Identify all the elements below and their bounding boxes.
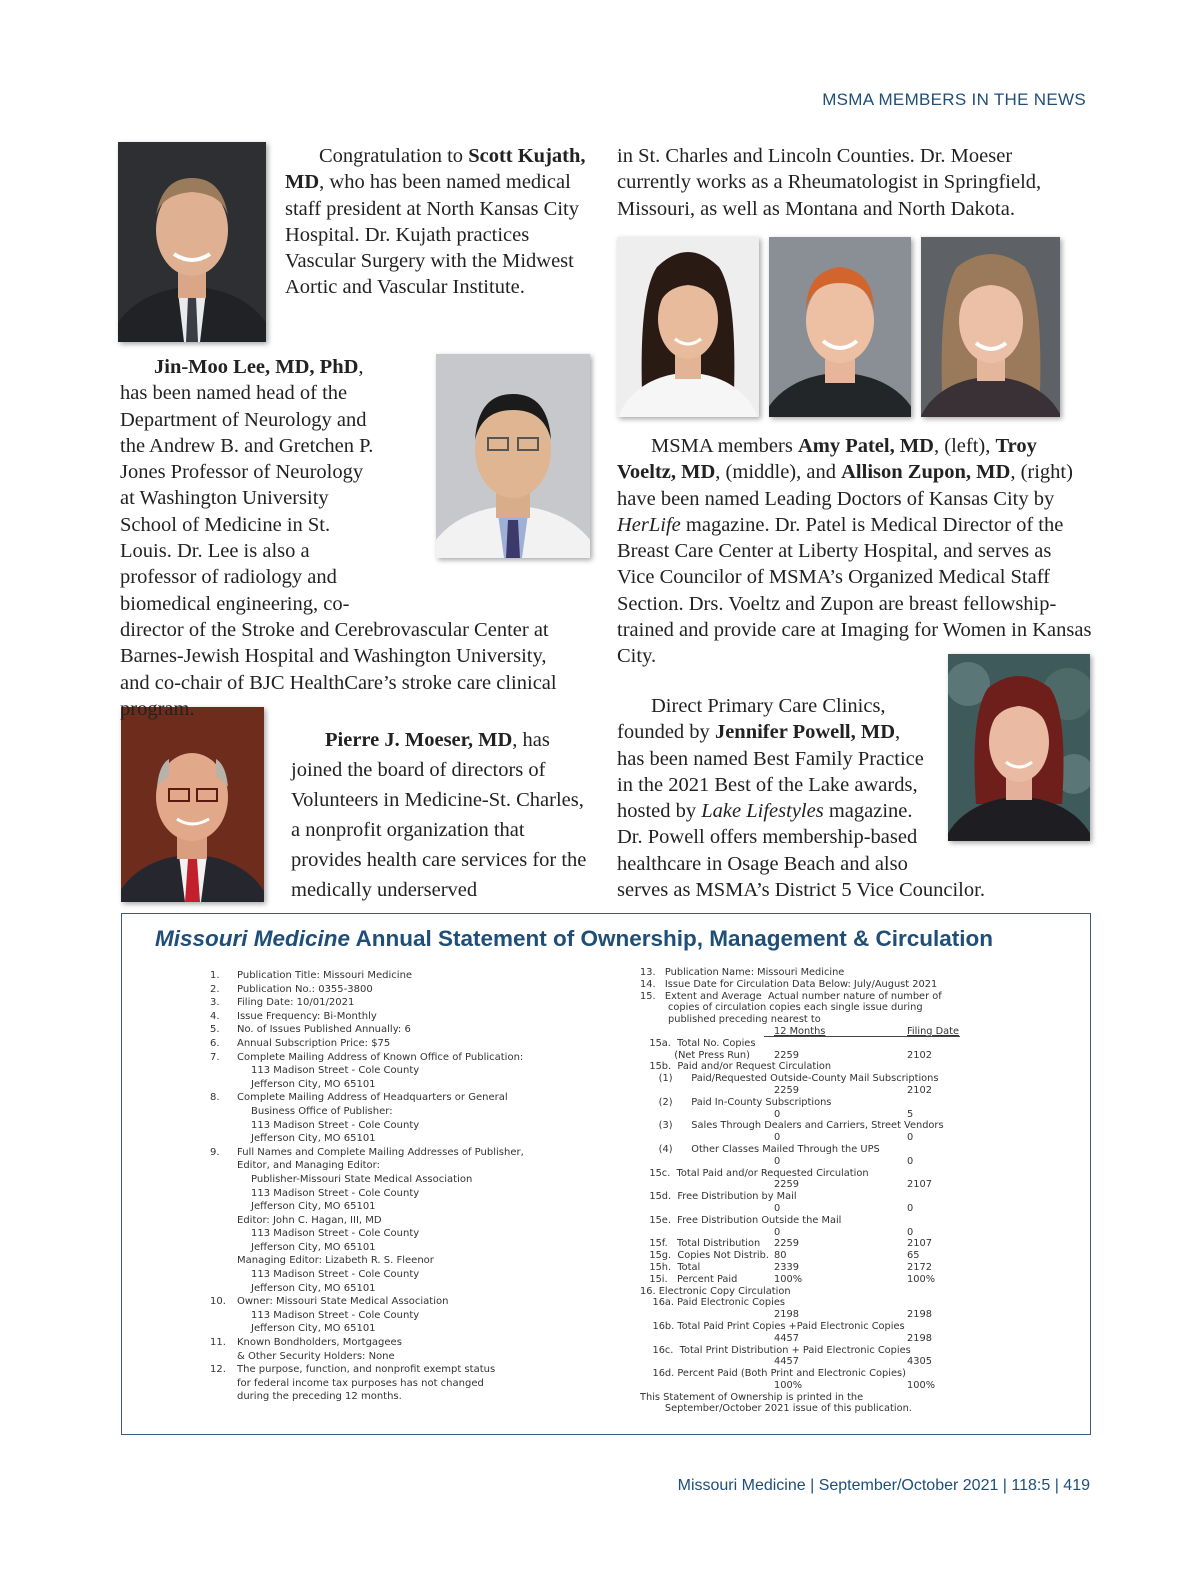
statement-circulation-row	[640, 1214, 1060, 1226]
circulation-filing-date-value: 4305	[907, 1356, 932, 1368]
statement-circulation-row	[640, 1379, 1060, 1391]
statement-circulation-row	[640, 1296, 1060, 1308]
article-powell: Direct Primary Care Clinics, founded by Jennifer Powell, MD, has been named Best Family Practice in the 2021 Best of the Lake awards, hosted by Lake Lifestyles magazine. Dr. Powell offers membership-based healthcare in Osage Beach and also serves as MSMA’s District 5 Vice Councilor.	[617, 695, 985, 902]
circulation-filing-date-value: 2198	[907, 1309, 932, 1321]
article-leading-doctors: MSMA members Amy Patel, MD, (left), Troy Voeltz, MD, (middle), and Allison Zupon, MD, (right) have been named Leading Doctors of Kansas City by HerLife magazine. Dr. Patel is Medical Director of the Breast Care Center at Liberty Hospital, and serves as Vice Councilor of MSMA’s Organized Medical Staff Section. Drs. Voeltz and Zupon are breast fellowship-trained and provide care at Imaging for Women in Kansas City.	[617, 435, 1092, 668]
statement-item-number: 1.	[210, 970, 220, 981]
circulation-12-months-value: 2198	[774, 1309, 799, 1321]
statement-item	[210, 1214, 610, 1228]
statement-item-text: Managing Editor: Lizabeth R. S. Fleenor	[237, 1255, 434, 1267]
circulation-label: copies of circulation copies each single issue during	[640, 1002, 923, 1014]
statement-item	[210, 1051, 610, 1065]
statement-item	[210, 1119, 610, 1133]
statement-circulation-row	[640, 1119, 1060, 1131]
statement-item	[210, 1363, 610, 1377]
statement-item-number: 5.	[210, 1024, 220, 1036]
statement-item-text: Known Bondholders, Mortgagees	[237, 1337, 402, 1349]
statement-item-subtext: 113 Madison Street - Cole County	[251, 1065, 420, 1077]
name-scott-kujath: Scott Kujath, MD	[285, 145, 586, 194]
statement-circulation-row	[640, 1155, 1060, 1167]
statement-item-text: The purpose, function, and nonprofit exempt status	[237, 1364, 496, 1376]
statement-item-subtext: 113 Madison Street - Cole County	[251, 1119, 420, 1131]
statement-circulation-row	[640, 1355, 1060, 1367]
circulation-12-months-value: 4457	[774, 1332, 799, 1344]
circulation-12-months-value: 2259	[774, 1084, 799, 1096]
statement-circulation-row	[640, 1025, 1060, 1037]
statement-item-text: Editor: John C. Hagan, III, MD	[237, 1214, 382, 1226]
circulation-filing-date-value: 0	[907, 1226, 914, 1238]
circulation-label: 16b. Total Paid Print Copies +Paid Electronic Copies	[640, 1320, 905, 1332]
circulation-filing-date-value: 2172	[907, 1261, 932, 1273]
circulation-label: 15a. Total No. Copies	[640, 1037, 756, 1049]
statement-item	[210, 969, 610, 983]
circulation-label: 15g. Copies Not Distrib.	[640, 1250, 769, 1262]
statement-item	[210, 1037, 610, 1051]
circulation-filing-date-value: 2198	[907, 1332, 932, 1344]
statement-item-text: Complete Mailing Address of Headquarters or General	[237, 1092, 508, 1104]
statement-item-text: Owner: Missouri State Medical Association	[237, 1296, 449, 1308]
statement-circulation-row	[640, 1202, 1060, 1214]
statement-circulation-row	[640, 1037, 1060, 1049]
statement-item	[210, 1282, 610, 1296]
statement-right-column	[640, 966, 1060, 1414]
statement-circulation-row	[640, 1084, 1060, 1096]
statement-circulation-row	[640, 1226, 1060, 1238]
section-header: MSMA MEMBERS IN THE NEWS	[822, 90, 1086, 109]
name-troy-voeltz: Troy Voeltz, MD	[617, 435, 1037, 484]
statement-item-text: & Other Security Holders: None	[237, 1350, 395, 1362]
magazine-lake-lifestyles: Lake Lifestyles	[701, 800, 824, 823]
statement-item	[210, 1390, 610, 1404]
statement-item	[210, 1064, 610, 1078]
statement-item	[210, 1268, 610, 1282]
circulation-label: 15b. Paid and/or Request Circulation	[640, 1061, 832, 1073]
name-jennifer-powell: Jennifer Powell, MD	[714, 721, 896, 744]
name-amy-patel: Amy Patel, MD	[797, 435, 934, 457]
statement-item-number: 9.	[210, 1146, 220, 1158]
statement-circulation-row	[640, 1344, 1060, 1356]
statement-item-subtext: 113 Madison Street - Cole County	[251, 1309, 420, 1321]
statement-item-number: 3.	[210, 997, 220, 1009]
circulation-filing-date-value: 0	[907, 1202, 914, 1214]
statement-circulation-row	[640, 1285, 1060, 1297]
article-lee: Jin-Moo Lee, MD, PhD, has been named head of the Department of Neurology and the Andrew B. and Gretchen P. Jones Professor of Neurology at Washington University School of Medicine in St. Louis. Dr. Lee is also a professor of radiology and biomedical engineering, co-director of the Stroke and Cerebrovascular Center at Barnes-Jewish Hospital and Washington University, and co-chair of BJC HealthCare’s stroke care clinical program.	[120, 356, 557, 720]
statement-circulation-row	[640, 1249, 1060, 1261]
statement-circulation-row	[640, 1308, 1060, 1320]
statement-circulation-row	[640, 1096, 1060, 1108]
statement-item-subtext: Jefferson City, MO 65101	[251, 1323, 376, 1335]
statement-item-text: Publication No.: 0355-3800	[237, 983, 373, 995]
statement-circulation-row	[640, 1167, 1060, 1179]
statement-circulation-row	[640, 1320, 1060, 1332]
circulation-label: 16d. Percent Paid (Both Print and Electronic Copies)	[640, 1368, 906, 1380]
statement-item-text: Annual Subscription Price: $75	[237, 1037, 391, 1049]
circulation-label: 13. Publication Name: Missouri Medicine	[640, 967, 845, 978]
circulation-label: (Net Press Run)	[640, 1049, 750, 1061]
statement-item-subtext: 113 Madison Street - Cole County	[251, 1228, 420, 1240]
photo-pierre-moeser	[121, 707, 264, 902]
statement-circulation-row	[640, 1332, 1060, 1344]
circulation-filing-date-value: 0	[907, 1155, 914, 1167]
circulation-12-months-value: 4457	[774, 1356, 799, 1368]
circulation-12-months-value: 0	[774, 1226, 781, 1238]
statement-circulation-row	[640, 1178, 1060, 1190]
statement-item-text: Publication Title: Missouri Medicine	[237, 970, 413, 981]
statement-circulation-row	[640, 1273, 1060, 1285]
circulation-label: September/October 2021 issue of this publication.	[640, 1403, 912, 1415]
photo-troy-voeltz	[769, 237, 911, 417]
photo-amy-patel	[617, 237, 759, 417]
statement-item-subtext: Jefferson City, MO 65101	[251, 1078, 376, 1090]
circulation-filing-date-value: 0	[907, 1132, 914, 1144]
statement-item-subtext: 113 Madison Street - Cole County	[251, 1269, 420, 1281]
statement-item	[210, 1159, 610, 1173]
circulation-label: 15e. Free Distribution Outside the Mail	[640, 1214, 842, 1226]
statement-item	[210, 1091, 610, 1105]
statement-item-number: 11.	[210, 1337, 226, 1349]
statement-item	[210, 1227, 610, 1241]
photo-scott-kujath	[118, 142, 266, 342]
circulation-label: 16a. Paid Electronic Copies	[640, 1297, 785, 1309]
circulation-12-months-value: 80	[774, 1250, 787, 1262]
statement-item-subtext: Business Office of Publisher:	[251, 1105, 393, 1117]
statement-item	[210, 1254, 610, 1268]
statement-item	[210, 1200, 610, 1214]
article-kujath: Congratulation to Scott Kujath, MD, who has been named medical staff president at North Kansas City Hospital. Dr. Kujath practices Vascular Surgery with the Midwest Aortic and Vascular Institute.	[285, 145, 586, 299]
circulation-12-months-value: 2259	[774, 1049, 799, 1061]
circulation-label: 15d. Free Distribution by Mail	[640, 1191, 797, 1203]
statement-circulation-row	[640, 1391, 1060, 1403]
statement-item-subtext: 113 Madison Street - Cole County	[251, 1187, 420, 1199]
circulation-label: 16. Electronic Copy Circulation	[640, 1285, 791, 1297]
statement-item-number: 7.	[210, 1051, 220, 1063]
statement-circulation-row	[640, 966, 1060, 978]
circulation-12-months-value: 0	[774, 1155, 781, 1167]
circulation-filing-date-value: 5	[907, 1108, 914, 1120]
statement-circulation-row	[640, 1367, 1060, 1379]
circulation-label: 16c. Total Print Distribution + Paid Electronic Copies	[640, 1344, 911, 1356]
circulation-filing-date-value: 2107	[907, 1238, 932, 1250]
circulation-filing-date-value: 2107	[907, 1179, 932, 1191]
article-moeser: Pierre J. Moeser, MD, has joined the board of directors of Volunteers in Medicine-St. Charles, a nonprofit organization that provides health care services for the medically underserved	[291, 729, 587, 901]
statement-item-text: Issue Frequency: Bi-Monthly	[237, 1010, 377, 1022]
statement-item	[210, 1187, 610, 1201]
statement-circulation-row	[640, 1108, 1060, 1120]
statement-circulation-row	[640, 1261, 1060, 1273]
name-allison-zupon: Allison Zupon, MD	[841, 461, 1011, 484]
statement-item	[210, 1377, 610, 1391]
circulation-12-months-value: 2259	[774, 1238, 799, 1250]
circulation-filing-date-value: 100%	[907, 1379, 936, 1391]
statement-item-subtext: Jefferson City, MO 65101	[251, 1133, 376, 1145]
name-jin-moo-lee: Jin-Moo Lee, MD, PhD	[154, 356, 359, 378]
statement-item	[210, 1309, 610, 1323]
circulation-12-months-value: 0	[774, 1202, 781, 1214]
statement-item-subtext: Publisher-Missouri State Medical Association	[251, 1173, 473, 1185]
circulation-label: 15c. Total Paid and/or Requested Circulation	[640, 1167, 869, 1179]
circulation-label: 15. Extent and Average Actual number nature of number of	[640, 990, 942, 1002]
statement-item	[210, 1078, 610, 1092]
statement-item	[210, 1322, 610, 1336]
statement-item-text: Filing Date: 10/01/2021	[237, 997, 355, 1009]
circulation-label: (4) Other Classes Mailed Through the UPS	[640, 1143, 880, 1155]
article-moeser-continued: in St. Charles and Lincoln Counties. Dr. Moeser currently works as a Rheumatologist in Springfield, Missouri, as well as Montana and North Dakota.	[617, 145, 1042, 220]
circulation-label: 15h. Total	[640, 1261, 701, 1273]
statement-circulation-row	[640, 1060, 1060, 1072]
statement-left-column	[210, 969, 610, 1404]
statement-item-number: 12.	[210, 1364, 226, 1376]
statement-circulation-row	[640, 1049, 1060, 1061]
statement-circulation-row	[640, 1237, 1060, 1249]
statement-item-subtext: Jefferson City, MO 65101	[251, 1282, 376, 1294]
statement-circulation-row	[640, 990, 1060, 1002]
statement-item	[210, 996, 610, 1010]
statement-item-number: 2.	[210, 983, 220, 995]
circulation-12-months-value: 0	[774, 1132, 781, 1144]
statement-circulation-row	[640, 1190, 1060, 1202]
statement-item	[210, 1023, 610, 1037]
circulation-label: This Statement of Ownership is printed in the	[640, 1391, 864, 1403]
circulation-filing-date-value: 65	[907, 1250, 920, 1262]
circulation-filing-date-value: 100%	[907, 1273, 936, 1285]
statement-circulation-row	[640, 1013, 1060, 1025]
statement-item	[210, 983, 610, 997]
circulation-12-months-value: 12 Months	[774, 1025, 826, 1037]
statement-circulation-row	[640, 978, 1060, 990]
circulation-12-months-value: 0	[774, 1108, 781, 1120]
statement-item-text: No. of Issues Published Annually: 6	[237, 1024, 411, 1036]
statement-circulation-row	[640, 1402, 1060, 1414]
circulation-12-months-value: 2259	[774, 1179, 799, 1191]
circulation-12-months-value: 100%	[774, 1379, 803, 1391]
statement-item	[210, 1105, 610, 1119]
statement-item-text: Editor, and Managing Editor:	[237, 1160, 380, 1172]
statement-circulation-row	[640, 1143, 1060, 1155]
statement-circulation-row	[640, 1131, 1060, 1143]
circulation-12-months-value: 2339	[774, 1261, 799, 1273]
statement-circulation-row	[640, 1001, 1060, 1013]
circulation-12-months-value: 100%	[774, 1273, 803, 1285]
statement-item-number: 8.	[210, 1092, 220, 1104]
statement-circulation-row	[640, 1072, 1060, 1084]
statement-item-text: during the preceding 12 months.	[237, 1391, 402, 1403]
circulation-label: 15i. Percent Paid	[640, 1273, 738, 1285]
statement-item	[210, 1010, 610, 1024]
photo-allison-zupon	[921, 237, 1060, 417]
statement-item	[210, 1336, 610, 1350]
statement-item	[210, 1132, 610, 1146]
statement-item-text: Full Names and Complete Mailing Addresses of Publisher,	[237, 1146, 524, 1158]
statement-item	[210, 1350, 610, 1364]
circulation-label: 15f. Total Distribution	[640, 1238, 761, 1250]
statement-item	[210, 1241, 610, 1255]
statement-item-subtext: Jefferson City, MO 65101	[251, 1201, 376, 1213]
statement-item-text: Complete Mailing Address of Known Office of Publication:	[237, 1051, 524, 1063]
statement-item-number: 4.	[210, 1010, 220, 1022]
statement-item-subtext: Jefferson City, MO 65101	[251, 1241, 376, 1253]
statement-title: Missouri Medicine Annual Statement of Ownership, Management & Circulation	[155, 926, 994, 951]
statement-item	[210, 1173, 610, 1187]
circulation-filing-date-value: 2102	[907, 1084, 932, 1096]
statement-item-text: for federal income tax purposes has not changed	[237, 1377, 484, 1389]
statement-item	[210, 1295, 610, 1309]
name-pierre-moeser: Pierre J. Moeser, MD	[325, 729, 513, 751]
circulation-label: (1) Paid/Requested Outside-County Mail Subscriptions	[640, 1073, 939, 1085]
circulation-label: (2) Paid In-County Subscriptions	[640, 1096, 832, 1108]
circulation-label: 14. Issue Date for Circulation Data Below: July/August 2021	[640, 978, 938, 990]
statement-item-number: 6.	[210, 1037, 220, 1049]
circulation-filing-date-value: 2102	[907, 1049, 932, 1061]
statement-item-number: 10.	[210, 1296, 226, 1308]
statement-item	[210, 1146, 610, 1160]
circulation-filing-date-value: Filing Date	[907, 1025, 960, 1037]
circulation-label: (3) Sales Through Dealers and Carriers, Street Vendors	[640, 1120, 944, 1132]
page-footer: Missouri Medicine | September/October 2021 | 118:5 | 419	[677, 1477, 1090, 1494]
circulation-label: published preceding nearest to	[640, 1014, 821, 1026]
magazine-herlife: HerLife	[617, 513, 681, 536]
